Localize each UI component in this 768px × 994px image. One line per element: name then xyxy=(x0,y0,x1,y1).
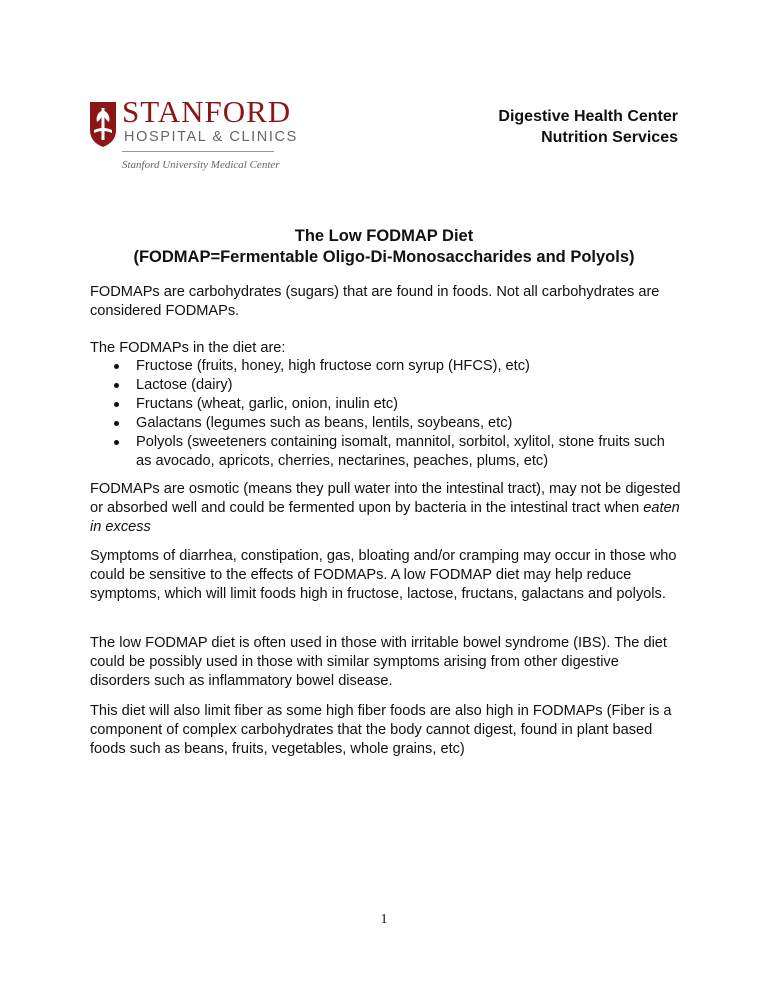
logo-subtitle: HOSPITAL & CLINICS xyxy=(124,129,298,145)
document-title xyxy=(90,226,678,268)
department-name: Digestive Health Center xyxy=(498,108,678,125)
osmotic-paragraph xyxy=(90,480,682,537)
fodmap-list xyxy=(90,357,682,471)
bullet-icon xyxy=(114,364,119,369)
list-item xyxy=(90,433,682,471)
symptoms-paragraph: Symptoms of diarrhea, constipation, gas, bloating and/or cramping may occur in those who could be sensitive to the effects of FODMAPs. A low FODMAP diet may help reduce symptoms, which will limit foods high in fructose, lactose, fructans, galactans and polyols. xyxy=(90,548,677,602)
fiber-paragraph: This diet will also limit fiber as some high fiber foods are also high in FODMAPs (Fiber is a component of complex carbohydrates that the body cannot digest, found in plant based foods such as beans, fruits, vegetables, whole grains, etc) xyxy=(90,703,672,757)
stanford-seal-icon xyxy=(88,100,118,148)
logo-divider xyxy=(122,151,274,152)
title-line-2: (FODMAP=Fermentable Oligo-Di-Monosaccharides and Polyols) xyxy=(133,248,635,266)
bullet-icon xyxy=(114,383,119,388)
department-header xyxy=(498,106,678,148)
service-name: Nutrition Services xyxy=(541,129,678,146)
list-item xyxy=(90,414,682,433)
intro-paragraph: FODMAPs are carbohydrates (sugars) that are found in foods. Not all carbohydrates are considered FODMAPs. xyxy=(90,284,660,319)
list-item xyxy=(90,376,682,395)
list-lead-paragraph: The FODMAPs in the diet are: xyxy=(90,340,286,356)
osmotic-text: FODMAPs are osmotic (means they pull water into the intestinal tract), may not be digested or absorbed well and could be fermented upon by bacteria in the intestinal tract when xyxy=(90,481,681,516)
list-item-text: Polyols (sweeteners containing isomalt, mannitol, sorbitol, xylitol, stone fruits such as avocado, apricots, cherries, nectarines, peaches, plums, etc) xyxy=(136,434,665,469)
list-item-text: Fructans (wheat, garlic, onion, inulin etc) xyxy=(136,396,398,412)
logo-tagline: Stanford University Medical Center xyxy=(122,159,280,171)
bullet-icon xyxy=(114,440,119,445)
bullet-icon xyxy=(114,421,119,426)
list-item xyxy=(90,395,682,414)
list-item-text: Galactans (legumes such as beans, lentils, soybeans, etc) xyxy=(136,415,513,431)
title-line-1: The Low FODMAP Diet xyxy=(294,227,474,245)
ibs-paragraph: The low FODMAP diet is often used in those with irritable bowel syndrome (IBS). The diet could be possibly used in those with similar symptoms arising from other digestive disorders such as inflammatory bowel disease. xyxy=(90,635,667,689)
list-item-text: Fructose (fruits, honey, high fructose corn syrup (HFCS), etc) xyxy=(136,358,530,374)
list-item-text: Lactose (dairy) xyxy=(136,377,233,393)
osmotic-emphasis: eaten in excess xyxy=(90,500,680,535)
stanford-logo xyxy=(88,94,298,182)
page-number: 1 xyxy=(380,912,388,927)
list-item xyxy=(90,357,682,376)
bullet-icon xyxy=(114,402,119,407)
logo-name: STANFORD xyxy=(122,94,292,129)
